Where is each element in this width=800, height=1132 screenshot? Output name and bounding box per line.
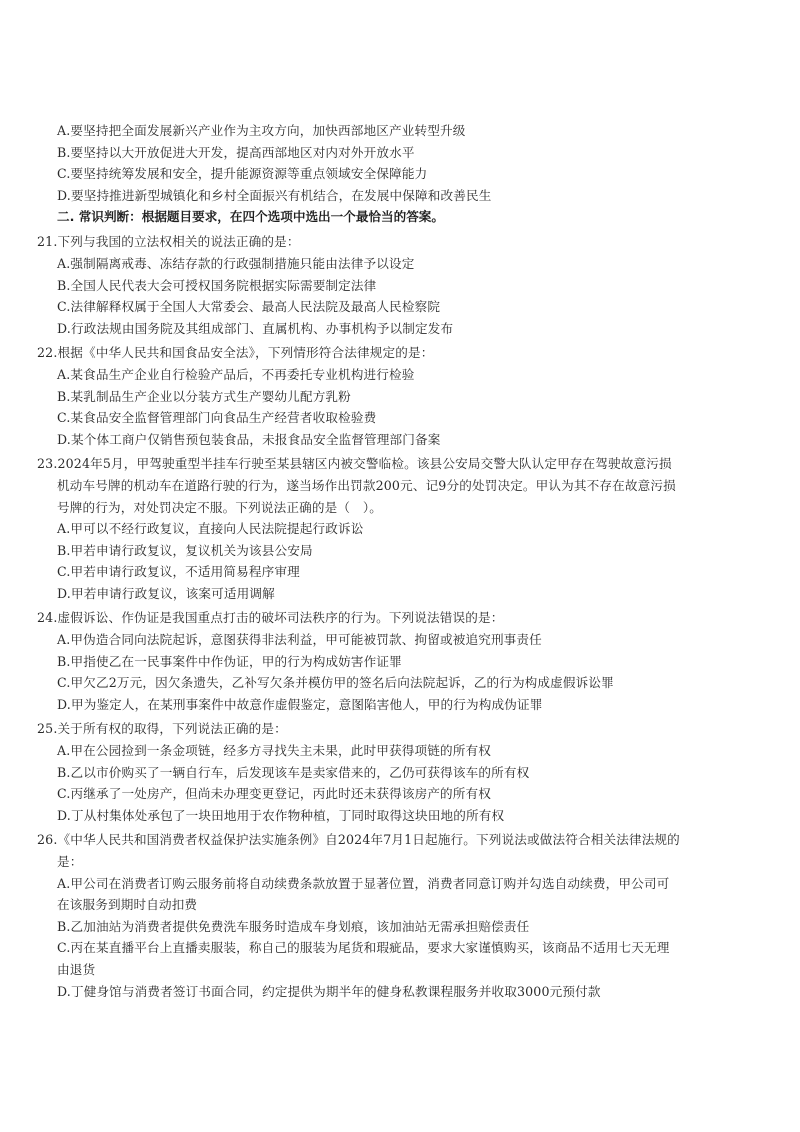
option-d: D.甲为鉴定人，在某刑事案件中故意作虚假鉴定，意图陷害他人，甲的行为构成伪证罪 — [57, 696, 543, 712]
option-b: B.甲若申请行政复议，复议机关为该县公安局 — [57, 542, 313, 558]
option-a: A.甲伪造合同向法院起诉，意图获得非法利益，甲可能被罚款、拘留或被追究刑事责任 — [57, 632, 542, 648]
option-b: B.乙加油站为消费者提供免费洗车服务时造成车身划痕，该加油站无需承担赔偿责任 — [57, 918, 530, 934]
option-b: B.甲指使乙在一民事案件中作伪证，甲的行为构成妨害作证罪 — [57, 653, 402, 669]
option-a: A.强制隔离戒毒、冻结存款的行政强制措施只能由法律予以设定 — [57, 255, 415, 271]
question-stem: 23.2024年5月，甲驾驶重型半挂车行驶至某县辖区内被交警临检。该县公安局交警大队认定甲存在驾驶故意污损 — [37, 456, 672, 472]
question-block — [37, 829, 763, 1002]
option-c: C.某食品安全监督管理部门向食品生产经营者收取检验费 — [57, 410, 377, 426]
question-block — [37, 453, 763, 604]
question-list — [37, 231, 763, 1002]
option-c-continuation: 由退货 — [57, 961, 96, 977]
option-a: A.甲在公园捡到一条金项链，经多方寻找失主未果，此时甲获得项链的所有权 — [57, 743, 491, 759]
option-c: C.法律解释权属于全国人大常委会、最高人民法院及最高人民检察院 — [57, 299, 441, 315]
option-d: D.丁健身馆与消费者签订书面合同，约定提供为期半年的健身私教课程服务并收取3000元预付款 — [57, 983, 601, 999]
page-content — [37, 120, 763, 1002]
section-header: 二. 常识判断：根据题目要求，在四个选项中选出一个最恰当的答案。 — [57, 209, 444, 225]
option-d: D.某个体工商户仅销售预包装食品，未报食品安全监督管理部门备案 — [57, 431, 441, 447]
option-b: B.要坚持以大开放促进大开发，提高西部地区对内对外开放水平 — [57, 144, 415, 160]
question-block — [37, 718, 763, 826]
question-stem-continuation: 是： — [57, 854, 83, 869]
option-b: B.乙以市价购买了一辆自行车，后发现该车是卖家借来的，乙仍可获得该车的所有权 — [57, 764, 530, 780]
option-a: A.甲公司在消费者订购云服务前将自动续费条款放置于显著位置，消费者同意订购并勾选自动续费，甲公司可 — [57, 875, 670, 891]
option-b: B.某乳制品生产企业以分装方式生产婴幼儿配方乳粉 — [57, 388, 351, 404]
question-stem: 21.下列与我国的立法权相关的说法正确的是： — [37, 234, 300, 250]
option-d: D.要坚持推进新型城镇化和乡村全面振兴有机结合，在发展中保障和改善民生 — [57, 187, 492, 203]
option-c: C.要坚持统筹发展和安全，提升能源资源等重点领域安全保障能力 — [57, 166, 428, 182]
question-block — [37, 231, 763, 339]
option-d: D.甲若申请行政复议，该案可适用调解 — [57, 585, 275, 601]
option-b: B.全国人民代表大会可授权国务院根据实际需要制定法律 — [57, 277, 377, 293]
option-c: C.甲若申请行政复议，不适用简易程序审理 — [57, 564, 300, 580]
option-a: A.甲可以不经行政复议，直接向人民法院提起行政诉讼 — [57, 521, 364, 537]
option-a: A.某食品生产企业自行检验产品后，不再委托专业机构进行检验 — [57, 366, 415, 382]
question-stem: 22.根据《中华人民共和国食品安全法》，下列情形符合法律规定的是： — [37, 345, 434, 361]
option-a-continuation: 在该服务到期时自动扣费 — [57, 897, 198, 913]
question-stem: 24.虚假诉讼、作伪证是我国重点打击的破坏司法秩序的行为。下列说法错误的是： — [37, 610, 504, 626]
option-c: C.丙在某直播平台上直播卖服装，称自己的服装为尾货和瑕疵品，要求大家谨慎购买，该商品不适用七天无理 — [57, 940, 670, 956]
option-d: D.丁从村集体处承包了一块田地用于农作物种植，丁同时取得这块田地的所有权 — [57, 807, 505, 823]
option-c: C.丙继承了一处房产，但尚未办理变更登记，丙此时还未获得该房产的所有权 — [57, 786, 492, 802]
option-a: A.要坚持把全面发展新兴产业作为主攻方向，加快西部地区产业转型升级 — [57, 123, 466, 138]
question-stem: 25.关于所有权的取得，下列说法正确的是： — [37, 721, 287, 737]
question-block — [37, 342, 763, 450]
option-c: C.甲欠乙2万元，因欠条遗失，乙补写欠条并模仿甲的签名后向法院起诉，乙的行为构成虚假诉讼罪 — [57, 675, 614, 691]
question-stem: 26.《中华人民共和国消费者权益保护法实施条例》自2024年7月1日起施行。下列说法或做法符合相关法律法规的 — [37, 832, 680, 848]
question-block — [37, 607, 763, 715]
previous-question-options — [37, 120, 763, 206]
question-stem-continuation: 机动车号牌的机动车在道路行驶的行为，遂当场作出罚款200元、记9分的处罚决定。甲认为其不存在故意污损 — [57, 477, 676, 493]
option-d: D.行政法规由国务院及其组成部门、直属机构、办事机构予以制定发布 — [57, 320, 454, 336]
question-stem-continuation: 号牌的行为，对处罚决定不服。下列说法正确的是（ ）。 — [57, 499, 383, 515]
